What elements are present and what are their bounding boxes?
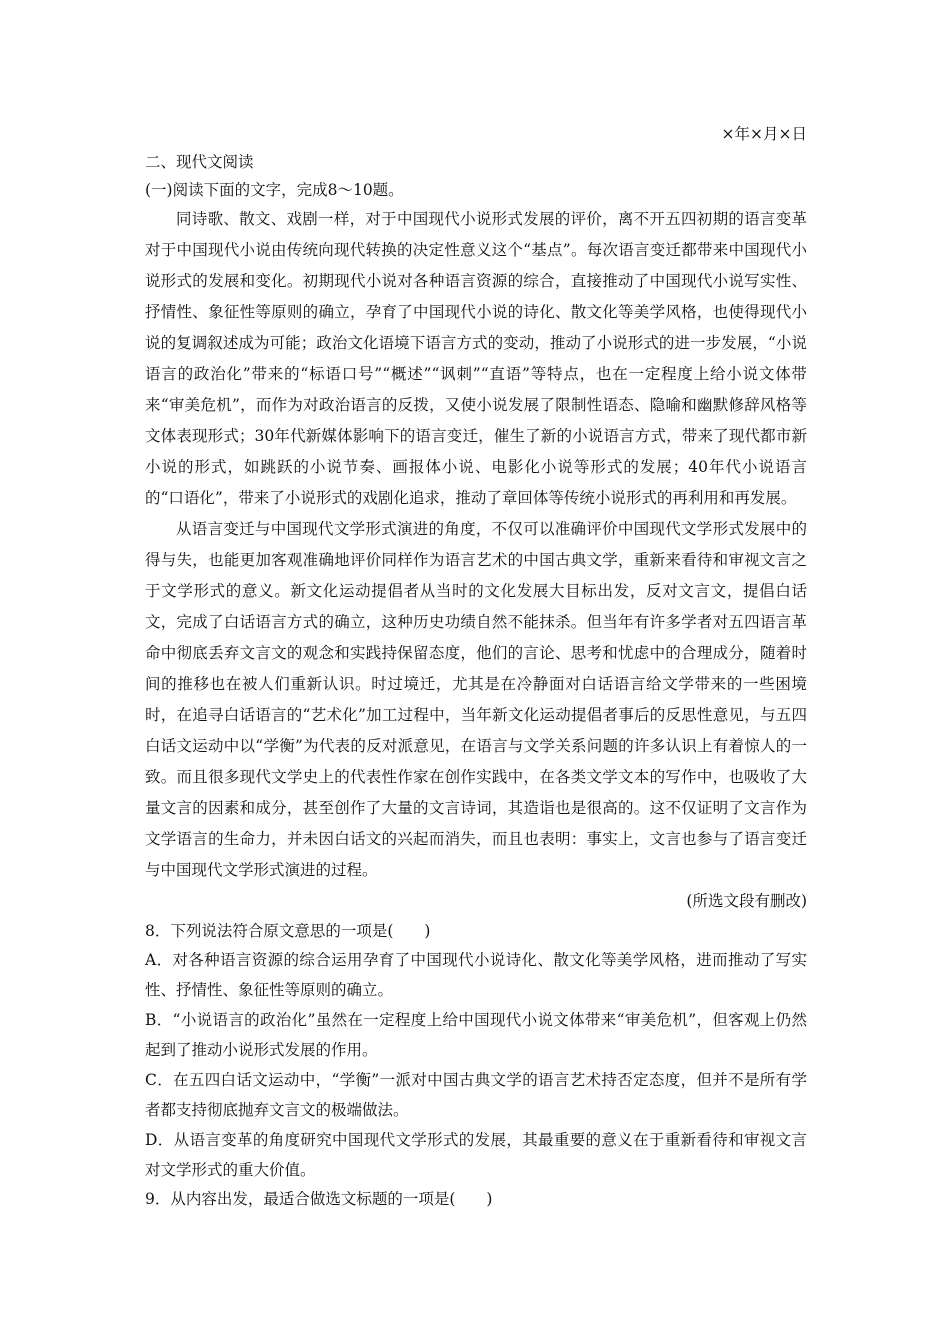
passage-paragraph-1: 同诗歌、散文、戏剧一样，对于中国现代小说形式发展的评价，离不开五四初期的语言变革对于中国现代小说由传统向现代转换的决定性意义这个“基点”。每次语言变迁都带来中国现代小说形式的发展和变化。初期现代小说对各种语言资源的综合，直接推动了中国现代小说写实性、抒情性、象征性等原则的确立，孕育了中国现代小说的诗化、散文化等美学风格，也使得现代小说的复调叙述成为可能；政治文化语境下语言方式的变动，推动了小说形式的进一步发展，“小说语言的政治化”带来的“标语口号”“概述”“讽刺”“直语”等特点，也在一定程度上给小说文体带来“审美危机”，而作为对政治语言的反拨，又使小说发展了限制性语态、隐喻和幽默修辞风格等文体表现形式；30年代新媒体影响下的语言变迁，催生了新的小说语言方式，带来了现代都市新小说的形式，如跳跃的小说节奏、画报体小说、电影化小说等形式的发展；40年代小说语言的“口语化”，带来了小说形式的戏剧化追求，推动了章回体等传统小说形式的再利用和再发展。 (145, 210, 807, 507)
question-8-option-b: B．“小说语言的政治化”虽然在一定程度上给中国现代小说文体带来“审美危机”，但客观上仍然起到了推动小说形式发展的作用。 (145, 1011, 807, 1059)
question-9 (145, 1185, 807, 1213)
reading-passage (145, 204, 807, 917)
question-8-option-d: D．从语言变革的角度研究中国现代文学形式的发展，其最重要的意义在于重新看待和审视文言对文学形式的重大价值。 (145, 1131, 807, 1179)
question-8-stem: 8．下列说法符合原文意思的一项是( ) (145, 922, 431, 940)
question-9-stem: 9．从内容出发，最适合做选文标题的一项是( ) (145, 1190, 493, 1208)
passage-paragraph-2: 从语言变迁与中国现代文学形式演进的角度，不仅可以准确评价中国现代文学形式发展中的得与失，也能更加客观准确地评价同样作为语言艺术的中国古典文学，重新来看待和审视文言之于文学形式的意义。新文化运动提倡者从当时的文化发展大目标出发，反对文言文，提倡白话文，完成了白话语言方式的确立，这种历史功绩自然不能抹杀。但当年有许多学者对五四语言革命中彻底丢弃文言文的观念和实践持保留态度，他们的言论、思考和忧虑中的合理成分，随着时间的推移也在被人们重新认识。时过境迁，尤其是在冷静面对白话语言给文学带来的一些困境时，在追寻白话语言的“艺术化”加工过程中，当年新文化运动提倡者事后的反思性意见，与五四白话文运动中以“学衡”为代表的反对派意见，在语言与文学关系问题的许多认识上有着惊人的一致。而且很多现代文学史上的代表性作家在创作实践中，在各类文学文本的写作中，也吸收了大量文言的因素和成分，甚至创作了大量的文言诗词，其造诣也是很高的。这不仅证明了文言作为文学语言的生命力，并未因白话文的兴起而消失，而且也表明：事实上，文言也参与了语言变迁与中国现代文学形式演进的过程。 (145, 520, 807, 879)
section-title: 二、现代文阅读 (145, 153, 254, 171)
page-content (145, 120, 807, 1213)
passage-source-note: (所选文段有删改) (686, 892, 807, 910)
question-8-option-a: A．对各种语言资源的综合运用孕育了中国现代小说诗化、散文化等美学风格，进而推动了写实性、抒情性、象征性等原则的确立。 (145, 951, 807, 999)
question-8-option-c: C．在五四白话文运动中，“学衡”一派对中国古典文学的语言艺术持否定态度，但并不是所有学者都支持彻底抛弃文言文的极端做法。 (145, 1071, 807, 1119)
section-instruction: (一)阅读下面的文字，完成8～10题。 (145, 181, 404, 199)
date-line: ×年×月×日 (721, 125, 807, 143)
question-8 (145, 917, 807, 1185)
